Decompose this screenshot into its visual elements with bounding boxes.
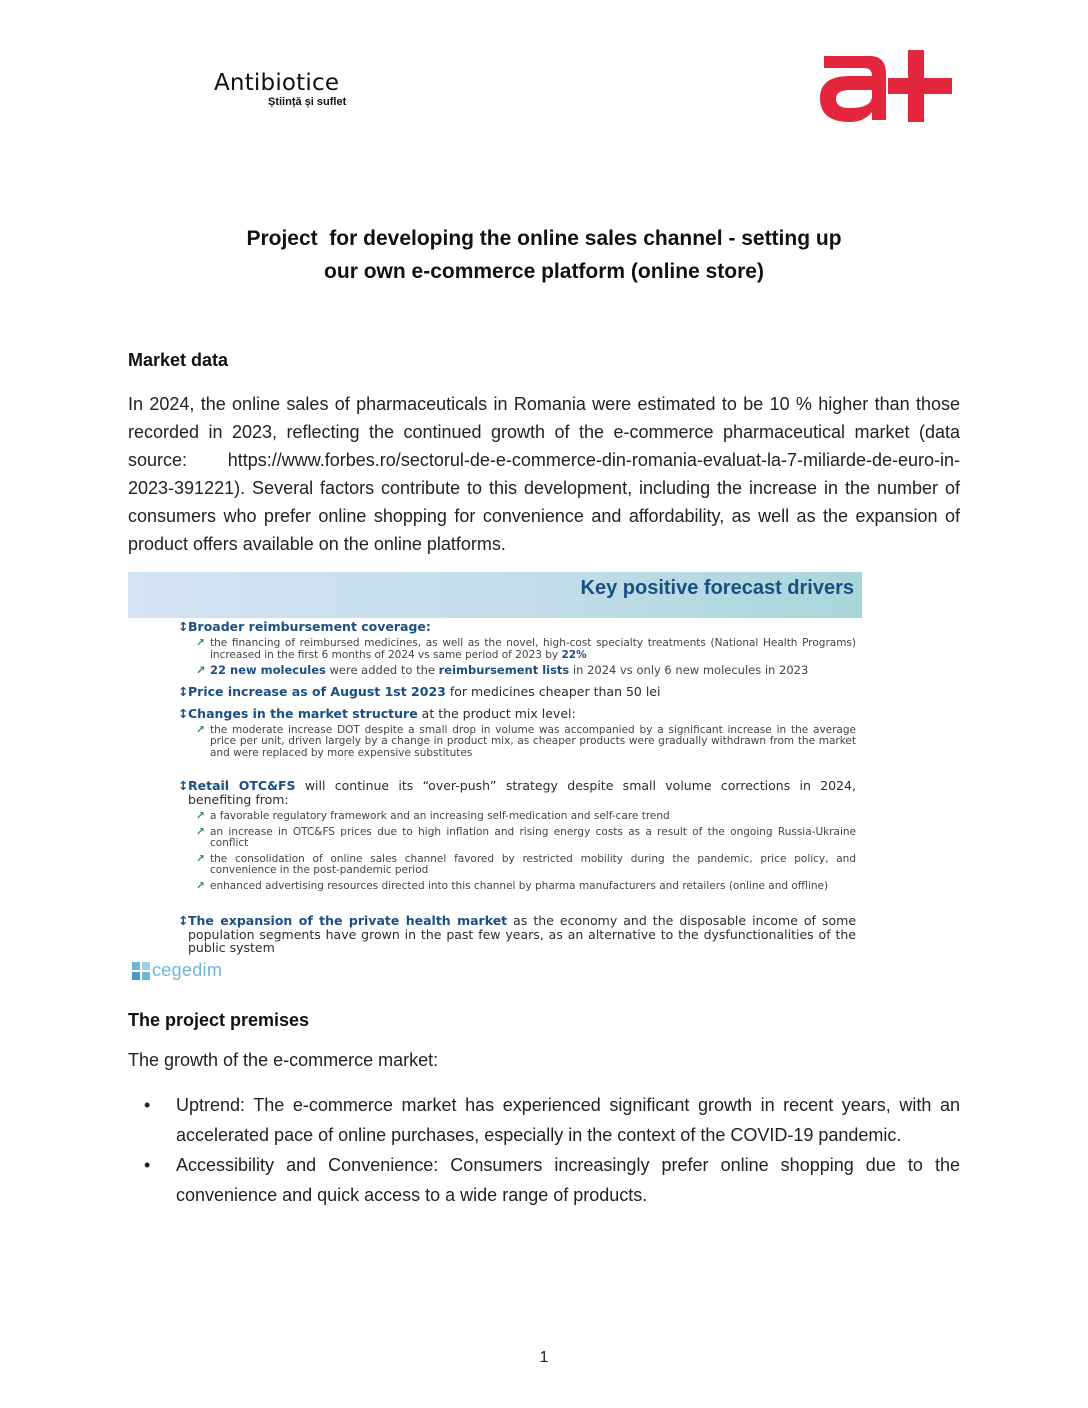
- driver-subitem: [178, 725, 856, 760]
- sub-marker-icon: ↗: [196, 825, 205, 838]
- sub-text: in 2024 vs only 6 new molecules in 2023: [569, 663, 809, 677]
- sub-highlight: 22 new molecules: [210, 663, 326, 677]
- driver-text: as the economy and the disposable income of some population segments have grown in the past few years, as an alternative to the dysfunctionalities of the public system: [188, 913, 857, 955]
- driver-heading: Retail OTC&FS: [188, 778, 296, 793]
- sub-text: an increase in OTC&FS prices due to high inflation and rising energy costs as a result of the ongoing Russia-Ukraine conflict: [210, 825, 856, 849]
- bullet-dot-icon: •: [144, 1095, 151, 1115]
- sub-text: the consolidation of online sales channel favored by restricted mobility during the pandemic, price policy, and convenience in the post-pandemic period: [210, 852, 856, 876]
- driver-marker-icon: ↕: [178, 778, 189, 793]
- forecast-drivers-figure: [128, 572, 862, 990]
- driver-heading: The expansion of the private health market: [188, 913, 508, 928]
- a-plus-logo: [816, 48, 954, 124]
- bullet-text: Accessibility and Convenience: Consumers increasingly prefer online shopping due to the convenience and quick access to a wide range of products.: [176, 1155, 960, 1205]
- driver-subitem: [178, 638, 856, 661]
- driver-item: [178, 685, 856, 699]
- premises-bullet-list: [128, 1090, 960, 1210]
- driver-heading: Changes in the market structure: [188, 705, 418, 721]
- driver-item: [178, 779, 856, 807]
- forecast-drivers-list: [178, 620, 856, 955]
- title-line-2: our own e-commerce platform (online store): [324, 260, 764, 283]
- driver-marker-icon: ↕: [178, 683, 189, 699]
- driver-item: [178, 914, 856, 955]
- driver-marker-icon: ↕: [178, 705, 189, 721]
- antibiotice-tagline: Știință și suflet: [268, 96, 347, 108]
- driver-subitem: [178, 827, 856, 850]
- sub-text: the financing of reimbursed medicines, as well as the novel, high-cost specialty treatments (National Health Programs) increased in the first 6 months of 2024 vs same period of 2023 by: [210, 637, 856, 661]
- list-item: [128, 1150, 960, 1210]
- bullet-text: Uptrend: The e-commerce market has experienced significant growth in recent years, with an accelerated pace of online purchases, especially in the context of the COVID-19 pandemic.: [176, 1095, 960, 1145]
- sub-marker-icon: ↗: [196, 637, 205, 649]
- driver-subitem: [178, 881, 856, 893]
- cegedim-logo: [132, 960, 222, 981]
- antibiotice-logo: [214, 70, 364, 108]
- driver-subitem: [178, 665, 856, 677]
- driver-heading: Price increase as of August 1st 2023: [188, 683, 446, 699]
- sub-marker-icon: ↗: [196, 852, 205, 865]
- sub-text: the moderate increase DOT despite a small drop in volume was accompanied by a significant increase in the average price per unit, driven largely by a change in product mix, as cheaper products were gradually withdrawn from the market and were replaced by more expensive substitutes: [210, 723, 856, 759]
- sub-text: were added to the: [325, 663, 439, 677]
- forecast-header-band: [128, 572, 862, 618]
- sub-marker-icon: ↗: [196, 810, 205, 822]
- sub-marker-icon: ↗: [196, 879, 205, 892]
- forecast-title: Key positive forecast drivers: [580, 577, 854, 599]
- market-data-heading: Market data: [128, 350, 229, 370]
- cegedim-logo-text: cegedim: [152, 960, 223, 980]
- list-item: [128, 1090, 960, 1150]
- sub-text: a favorable regulatory framework and an increasing self-medication and self-care trend: [210, 810, 670, 822]
- sub-highlight: 22%: [561, 648, 587, 661]
- driver-text: for medicines cheaper than 50 lei: [445, 683, 661, 699]
- sub-highlight: reimbursement lists: [438, 663, 570, 677]
- driver-text: will continue its “over-push” strategy despite small volume corrections in 2024, benefiting from:: [188, 778, 856, 807]
- title-line-1: Project for developing the online sales channel - setting up: [246, 227, 842, 250]
- driver-heading: Broader reimbursement coverage:: [188, 619, 431, 634]
- page-number: 1: [539, 1349, 549, 1366]
- driver-subitem: [178, 854, 856, 877]
- a-plus-logo-graphic: [816, 48, 954, 124]
- premises-heading: The project premises: [128, 1010, 310, 1030]
- bullet-dot-icon: •: [144, 1155, 151, 1175]
- driver-marker-icon: ↕: [178, 619, 189, 634]
- driver-item: [178, 707, 856, 721]
- antibiotice-brand-text: Antibiotice: [214, 70, 340, 96]
- driver-text: at the product mix level:: [417, 705, 576, 721]
- document-title: [128, 222, 960, 288]
- premises-intro: The growth of the e-commerce market:: [128, 1050, 439, 1070]
- driver-item: [178, 620, 856, 634]
- cegedim-mark-icon: [132, 962, 150, 980]
- market-data-paragraph: In 2024, the online sales of pharmaceuticals in Romania were estimated to be 10 % higher than those recorded in 2023, reflecting the continued growth of the e-commerce pharmaceutical market (data source: https://www.forbes.ro/sectorul-de-e-commerce-din-romania-evaluat-la-7-miliarde-de-euro-in-2023-391221). Several factors contribute to this development, including the increase in the number of consumers who prefer online shopping for convenience and affordability, as well as the expansion of product offers available on the online platforms.: [128, 394, 960, 554]
- driver-marker-icon: ↕: [178, 913, 189, 928]
- sub-marker-icon: ↗: [196, 663, 206, 677]
- sub-marker-icon: ↗: [196, 723, 205, 736]
- sub-text: enhanced advertising resources directed into this channel by pharma manufacturers and retailers (online and offline): [210, 879, 829, 892]
- driver-subitem: [178, 811, 856, 823]
